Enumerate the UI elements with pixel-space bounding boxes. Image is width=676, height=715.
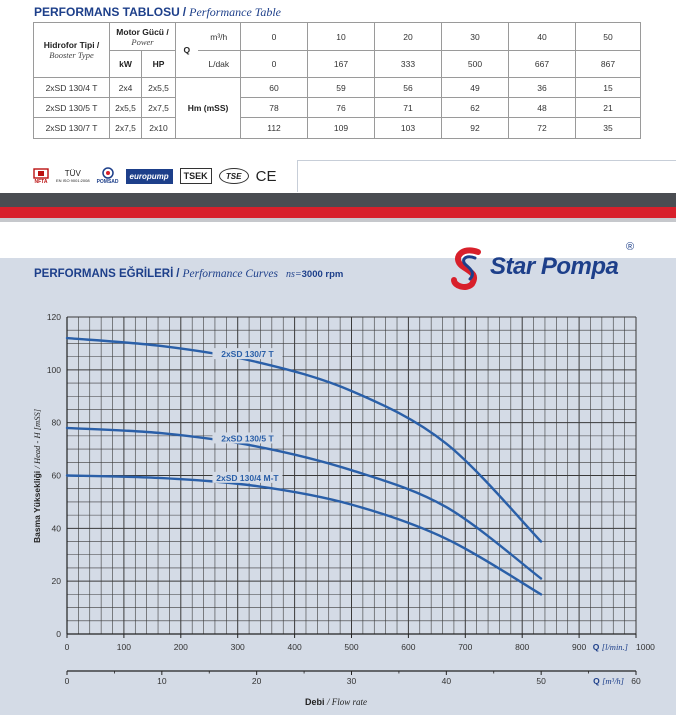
x-bottom-tick-label: 40 xyxy=(441,676,452,686)
curves-heading-bold: PERFORMANS EĞRİLERİ xyxy=(34,268,174,280)
value-cell: 78 xyxy=(241,98,308,118)
model-cell: 2xSD 130/5 T xyxy=(34,98,110,118)
table-heading-sep: / xyxy=(182,5,187,19)
q-m3h-cell: 30 xyxy=(442,23,509,51)
hp-cell: 2x5,5 xyxy=(142,78,176,98)
q-ldak-cell: 500 xyxy=(442,51,509,78)
kw-cell: 2x7,5 xyxy=(110,118,142,139)
x-bottom-tick-label: 10 xyxy=(157,676,167,686)
table-heading-bold: PERFORMANS TABLOSU xyxy=(34,5,180,19)
model-cell: 2xSD 130/7 T xyxy=(34,118,110,139)
x-top-tick-label: 700 xyxy=(458,642,473,652)
booster-type-en: Booster Type xyxy=(49,50,94,60)
x-top-tick-label: 300 xyxy=(230,642,245,652)
kw-header: kW xyxy=(110,51,142,78)
value-cell: 92 xyxy=(442,118,509,139)
y-tick-label: 80 xyxy=(51,417,61,428)
y-tick-label: 120 xyxy=(46,312,61,322)
x-top-tick-label: 200 xyxy=(173,642,188,652)
q-ldak-cell: 333 xyxy=(375,51,442,78)
x-top-tick-label: 100 xyxy=(116,642,131,652)
hp-header: HP xyxy=(142,51,176,78)
value-cell: 35 xyxy=(576,118,641,139)
tuv-sub-label: EN ISO 9001:2008 xyxy=(56,178,90,183)
y-tick-label: 60 xyxy=(51,470,61,481)
hm-label: Hm (mSS) xyxy=(176,78,241,139)
value-cell: 21 xyxy=(576,98,641,118)
value-cell: 71 xyxy=(375,98,442,118)
pomsad-label: POMSAD xyxy=(96,179,119,185)
europump-logo: europump xyxy=(126,169,173,184)
y-axis-title: Basma Yüksekliği / Head - H [mSS] xyxy=(32,409,42,543)
value-cell: 62 xyxy=(442,98,509,118)
hp-cell: 2x10 xyxy=(142,118,176,139)
q-m3h-cell: 40 xyxy=(509,23,576,51)
kw-cell: 2x5,5 xyxy=(110,98,142,118)
q-m3h-cell: 0 xyxy=(241,23,308,51)
value-cell: 48 xyxy=(509,98,576,118)
series-label: 2xSD 130/5 T xyxy=(221,433,274,444)
q-ldak-cell: 667 xyxy=(509,51,576,78)
x-bottom-axis-label: Q [m³/h] xyxy=(593,676,624,686)
x-bottom-tick-label: 50 xyxy=(536,676,546,686)
x-top-tick-label: 900 xyxy=(572,642,587,652)
x-bottom-tick-label: 20 xyxy=(251,676,262,686)
table-heading-italic: Performance Table xyxy=(189,5,282,19)
q-label: Q xyxy=(183,45,191,55)
value-cell: 49 xyxy=(442,78,509,98)
motor-power-en: Power xyxy=(131,36,154,47)
tse-logo: TSE xyxy=(219,168,249,184)
brand-name: Star Pompa xyxy=(490,253,619,280)
x-top-tick-label: 600 xyxy=(401,642,416,652)
rpm-label: 3000 rpm xyxy=(301,269,344,280)
x-top-tick-label: 1000 xyxy=(636,642,655,652)
motor-power-tr: Motor Gücü / xyxy=(116,26,169,37)
value-cell: 36 xyxy=(509,78,576,98)
series-label: 2xSD 130/7 T xyxy=(221,349,274,360)
value-cell: 60 xyxy=(241,78,308,98)
y-tick-label: 0 xyxy=(56,629,61,639)
unit-m3h: m³/h xyxy=(198,23,241,51)
q-m3h-cell: 10 xyxy=(308,23,375,51)
kw-cell: 2x4 xyxy=(110,78,142,98)
x-bottom-tick-label: 0 xyxy=(64,676,70,686)
x-top-tick-label: 500 xyxy=(344,642,359,652)
brand-registered-mark: ® xyxy=(626,241,635,253)
ns-label: ns= xyxy=(286,269,302,280)
x-top-tick-label: 0 xyxy=(64,642,70,652)
x-top-axis-label: Q [l/min.] xyxy=(592,642,628,652)
value-cell: 56 xyxy=(375,78,442,98)
curves-heading-italic: Performance Curves xyxy=(182,268,278,280)
x-bottom-tick-label: 60 xyxy=(631,676,641,686)
q-m3h-cell: 50 xyxy=(576,23,641,51)
y-tick-label: 100 xyxy=(46,364,61,375)
booster-type-tr: Hidrofor Tipi / xyxy=(43,40,100,50)
value-cell: 76 xyxy=(308,98,375,118)
value-cell: 72 xyxy=(509,118,576,139)
q-ldak-cell: 0 xyxy=(241,51,308,78)
nfta-label: NFTA xyxy=(34,178,48,185)
q-m3h-cell: 20 xyxy=(375,23,442,51)
value-cell: 59 xyxy=(308,78,375,98)
tuv-label: TÜV xyxy=(64,169,81,178)
unit-ldak: L/dak xyxy=(198,51,241,78)
value-cell: 109 xyxy=(308,118,375,139)
chart-grid xyxy=(67,317,636,634)
ce-mark: CE xyxy=(255,167,277,185)
y-tick-label: 20 xyxy=(51,576,61,587)
model-cell: 2xSD 130/4 T xyxy=(34,78,110,98)
hp-cell: 2x7,5 xyxy=(142,98,176,118)
x-axis-title: Debi / Flow rate xyxy=(304,697,368,707)
x-bottom-tick-label: 30 xyxy=(346,676,357,686)
series-label: 2xSD 130/4 M-T xyxy=(216,472,279,483)
value-cell: 112 xyxy=(241,118,308,139)
x-top-tick-label: 800 xyxy=(515,642,530,652)
value-cell: 103 xyxy=(375,118,442,139)
tsek-logo: TSEK xyxy=(180,168,212,184)
x-top-tick-label: 400 xyxy=(287,642,302,652)
q-ldak-cell: 167 xyxy=(308,51,375,78)
curves-heading-sep: / xyxy=(176,268,180,280)
y-tick-label: 40 xyxy=(51,523,61,534)
q-ldak-cell: 867 xyxy=(576,51,641,78)
value-cell: 15 xyxy=(576,78,641,98)
